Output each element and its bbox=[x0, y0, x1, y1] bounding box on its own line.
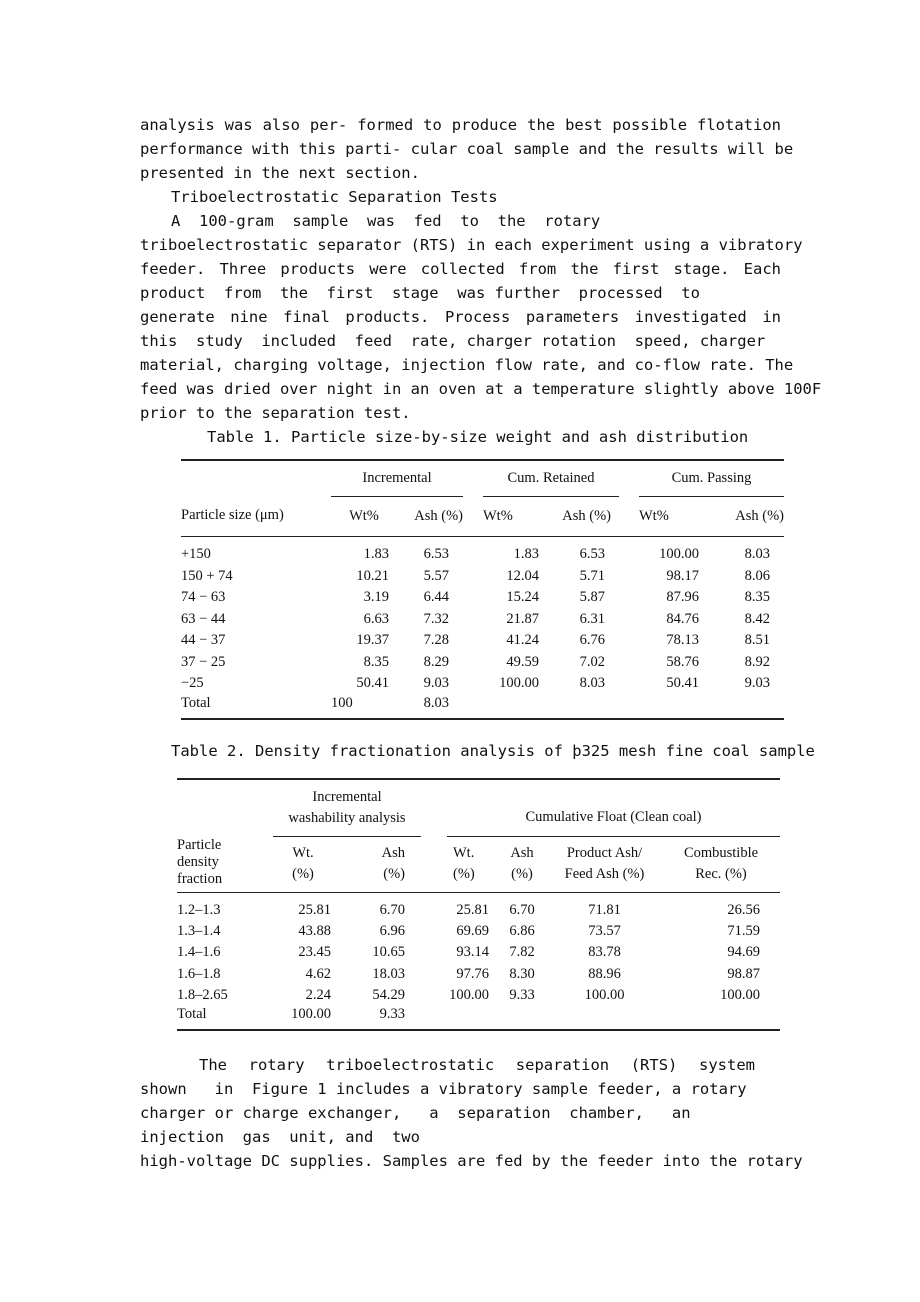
table1-cell: 6.44 bbox=[423, 589, 449, 606]
table1-cell: 63 − 44 bbox=[181, 610, 226, 627]
table-row bbox=[181, 566, 784, 588]
table1-cell: 7.28 bbox=[423, 632, 449, 649]
table2-cell: 71.81 bbox=[588, 902, 621, 919]
table2-cell: 43.88 bbox=[298, 923, 331, 940]
table1-cell: 84.76 bbox=[666, 610, 699, 627]
table1-cell: 100.00 bbox=[659, 546, 699, 563]
table1-cell: 8.92 bbox=[744, 653, 770, 670]
table1-subheader-row bbox=[181, 496, 784, 536]
table1-cell: 7.32 bbox=[423, 610, 449, 627]
table2-header-cell bbox=[447, 836, 497, 892]
table1-cell: 8.03 bbox=[423, 694, 449, 711]
table2-cell: 26.56 bbox=[727, 902, 760, 919]
table2-cell: 6.70 bbox=[509, 902, 535, 919]
paragraph3-line-1: The rotary triboelectrostatic separation (RTS) system bbox=[199, 1056, 755, 1074]
paragraph2-line-1: A 100-gram sample was fed to the rotary bbox=[171, 212, 601, 230]
table1-cell: 8.29 bbox=[423, 653, 449, 670]
table1-cell: 100.00 bbox=[499, 675, 539, 692]
paragraph3-line-2: shown in Figure 1 includes a vibratory sample feeder, a rotary bbox=[140, 1080, 747, 1098]
table1-cell: 37 − 25 bbox=[181, 653, 226, 670]
table2-cell: 23.45 bbox=[298, 944, 331, 961]
table1-cell: 6.31 bbox=[579, 610, 605, 627]
section-heading: Triboelectrostatic Separation Tests bbox=[171, 188, 498, 206]
table1-cell: 6.63 bbox=[363, 610, 389, 627]
table2-cell: 7.82 bbox=[509, 944, 535, 961]
table2-header-line: Product Ash/ bbox=[566, 845, 643, 861]
table-row bbox=[181, 630, 784, 652]
table-row bbox=[181, 609, 784, 631]
table2-header-line: Feed Ash (%) bbox=[564, 866, 645, 882]
table2-cell: 25.81 bbox=[298, 902, 331, 919]
table1-header-particle-size: Particle size (μm) bbox=[181, 507, 284, 524]
paragraph2-line-8: feed was dried over night in an oven at a temperature slightly above 100F bbox=[140, 380, 822, 398]
table1-cell: 9.03 bbox=[744, 675, 770, 692]
table-row bbox=[181, 544, 784, 566]
table2-cell: 73.57 bbox=[588, 923, 621, 940]
table1-cell: 8.51 bbox=[744, 632, 770, 649]
table2-cell: 88.96 bbox=[588, 965, 621, 982]
table-row bbox=[181, 652, 784, 674]
table2-cell: 6.70 bbox=[379, 902, 405, 919]
table2-cell: 100.00 bbox=[291, 1005, 331, 1022]
paragraph2-line-7: material, charging voltage, injection flow rate, and co-flow rate. The bbox=[140, 356, 794, 374]
table2-caption: Table 2. Density fractionation analysis of þ325 mesh fine coal sample bbox=[171, 742, 815, 760]
table-row bbox=[177, 900, 780, 921]
paragraph3-line-3: charger or charge exchanger, a separation chamber, an bbox=[140, 1104, 691, 1122]
table2-cell: 1.4–1.6 bbox=[177, 944, 221, 961]
table1 bbox=[181, 459, 784, 720]
table2-header-line: Wt. bbox=[453, 845, 475, 861]
table1-cell: 150 + 74 bbox=[181, 567, 233, 584]
paragraph2-line-9: prior to the separation test. bbox=[140, 404, 411, 422]
table2-header-cell bbox=[333, 836, 421, 892]
table2-cell: Total bbox=[177, 1005, 207, 1022]
table2-cell: 2.24 bbox=[305, 986, 331, 1003]
table2-cell: 97.76 bbox=[456, 965, 489, 982]
table2-cell: 10.65 bbox=[372, 944, 405, 961]
table1-cell: 58.76 bbox=[666, 653, 699, 670]
table1-cell: 8.06 bbox=[744, 567, 770, 584]
table1-cell: 87.96 bbox=[666, 589, 699, 606]
table2-cell: 94.69 bbox=[727, 944, 760, 961]
table2-header-line: fraction bbox=[177, 870, 223, 887]
table1-header-cell: Ash (%) bbox=[562, 507, 611, 524]
table1-cell: 50.41 bbox=[666, 675, 699, 692]
table2-header-line: Particle bbox=[177, 836, 222, 853]
table1-cell: 9.03 bbox=[423, 675, 449, 692]
table1-cell: 6.53 bbox=[579, 546, 605, 563]
table1-cell: 8.42 bbox=[744, 610, 770, 627]
table1-cell: 6.53 bbox=[423, 546, 449, 563]
table1-cell: 41.24 bbox=[506, 632, 539, 649]
table1-cell: 10.21 bbox=[356, 567, 389, 584]
table1-cell: 8.35 bbox=[363, 653, 389, 670]
table1-cell: 7.02 bbox=[579, 653, 605, 670]
table1-header-cell: Ash (%) bbox=[735, 507, 784, 524]
table2-cell: 69.69 bbox=[456, 923, 489, 940]
table2-cell: 6.96 bbox=[379, 923, 405, 940]
table1-cell: 19.37 bbox=[356, 632, 389, 649]
table-row bbox=[177, 985, 780, 1006]
table1-cell: 1.83 bbox=[363, 546, 389, 563]
table2-cell: 93.14 bbox=[456, 944, 489, 961]
table2-header-line: Ash bbox=[381, 845, 405, 861]
table2-cell: 6.86 bbox=[509, 923, 535, 940]
paragraph3-line-5: high-voltage DC supplies. Samples are fed by the feeder into the rotary bbox=[140, 1152, 803, 1170]
table2-cell: 8.30 bbox=[509, 965, 535, 982]
table2-group-cumulative-float: Cumulative Float (Clean coal) bbox=[447, 779, 780, 836]
table1-cell: 15.24 bbox=[506, 589, 539, 606]
table2-header-line: (%) bbox=[292, 866, 314, 882]
table2-cell: 83.78 bbox=[588, 944, 621, 961]
table-row bbox=[181, 587, 784, 609]
table2-header-line: (%) bbox=[383, 866, 405, 882]
table2-header-particle-density bbox=[177, 779, 273, 892]
table1-cell: Total bbox=[181, 694, 211, 711]
table1-total-row bbox=[181, 695, 784, 719]
paragraph1-line-1: analysis was also per- formed to produce the best possible flotation bbox=[140, 116, 781, 134]
table1-header-cell: Wt% bbox=[639, 507, 669, 524]
table1-group-incremental: Incremental bbox=[331, 460, 463, 496]
table2-cell: 1.6–1.8 bbox=[177, 965, 221, 982]
paragraph2-line-4: product from the first stage was further processed to bbox=[140, 284, 700, 302]
table1-header-cell: Wt% bbox=[483, 507, 513, 524]
table2-cell: 1.8–2.65 bbox=[177, 986, 228, 1003]
table1-cell: 78.13 bbox=[666, 632, 699, 649]
table1-cell: 5.71 bbox=[579, 567, 605, 584]
table1-cell: 44 − 37 bbox=[181, 632, 226, 649]
table1-cell: 50.41 bbox=[356, 675, 389, 692]
table2-cell: 9.33 bbox=[509, 986, 535, 1003]
paragraph2-line-5: generate nine final products. Process parameters investigated in bbox=[140, 308, 781, 326]
table1-caption: Table 1. Particle size-by-size weight and ash distribution bbox=[207, 428, 749, 446]
table2-cell: 100.00 bbox=[720, 986, 760, 1003]
table2-group-line: Incremental bbox=[312, 788, 382, 805]
table2-header-line: Wt. bbox=[292, 845, 314, 861]
table2-cell: 98.87 bbox=[727, 965, 760, 982]
table-row bbox=[177, 964, 780, 985]
table1-group-header-row bbox=[181, 460, 784, 496]
table2-cell: 100.00 bbox=[584, 986, 625, 1003]
table1-cell: 5.57 bbox=[423, 567, 449, 584]
table2-header-line: Rec. (%) bbox=[695, 866, 747, 882]
table2-group-header-row bbox=[177, 779, 780, 836]
table2-total-row bbox=[177, 1006, 780, 1030]
table1-cell: −25 bbox=[181, 675, 204, 692]
table1-cell: 8.03 bbox=[744, 546, 770, 563]
table2-cell: 54.29 bbox=[372, 986, 405, 1003]
table-row bbox=[177, 942, 780, 963]
table1-cell: 100 bbox=[331, 694, 353, 711]
table2-header-cell bbox=[273, 836, 333, 892]
table1-cell: 49.59 bbox=[506, 653, 539, 670]
paragraph3-line-4: injection gas unit, and two bbox=[140, 1128, 420, 1146]
table2-header-line: (%) bbox=[453, 866, 475, 882]
table1-cell: 8.03 bbox=[579, 675, 605, 692]
table2-cell: 4.62 bbox=[305, 965, 331, 982]
table1-cell: 74 − 63 bbox=[181, 589, 226, 606]
table2-group-line: washability analysis bbox=[288, 809, 406, 826]
table1-cell: 6.76 bbox=[579, 632, 605, 649]
paragraph2-line-3: feeder. Three products were collected from the first stage. Each bbox=[140, 260, 781, 278]
table1-header-cell: Ash (%) bbox=[414, 507, 463, 524]
table2-header-cell bbox=[547, 836, 662, 892]
table-row bbox=[177, 921, 780, 942]
table1-header-cell: Wt% bbox=[349, 507, 379, 524]
table1-cell: 5.87 bbox=[579, 589, 605, 606]
table1-group-cum-passing: Cum. Passing bbox=[639, 460, 784, 496]
table2-cell: 25.81 bbox=[456, 902, 489, 919]
table2-header-line: Combustible bbox=[683, 845, 759, 861]
table2-cell: 9.33 bbox=[379, 1005, 405, 1022]
table2-cell: 1.2–1.3 bbox=[177, 902, 221, 919]
table2-cell: 71.59 bbox=[727, 923, 760, 940]
table2-group-incremental bbox=[273, 779, 421, 836]
table2-header-cell bbox=[497, 836, 547, 892]
table1-cell: 3.19 bbox=[363, 589, 389, 606]
table2-header-line: Ash bbox=[510, 845, 534, 861]
table-row bbox=[181, 673, 784, 695]
table1-cell: 12.04 bbox=[506, 567, 539, 584]
table2-header-line: (%) bbox=[511, 866, 533, 882]
table1-cell: 98.17 bbox=[666, 567, 699, 584]
table1-cell: 21.87 bbox=[506, 610, 539, 627]
paragraph2-line-2: triboelectrostatic separator (RTS) in each experiment using a vibratory bbox=[140, 236, 803, 254]
table2-header-line: density bbox=[177, 853, 219, 870]
table1-cell: 8.35 bbox=[744, 589, 770, 606]
paragraph1-line-2: performance with this parti- cular coal sample and the results will be bbox=[140, 140, 794, 158]
table2-cell: 1.3–1.4 bbox=[177, 923, 221, 940]
table1-cell: 1.83 bbox=[513, 546, 539, 563]
table1-cell: +150 bbox=[181, 546, 211, 563]
table2-header-cell bbox=[662, 836, 780, 892]
paragraph2-line-6: this study included feed rate, charger rotation speed, charger bbox=[140, 332, 766, 350]
table2-cell: 18.03 bbox=[372, 965, 405, 982]
table2 bbox=[177, 778, 780, 1031]
table2-cell: 100.00 bbox=[449, 986, 489, 1003]
table1-group-cum-retained: Cum. Retained bbox=[483, 460, 619, 496]
paragraph1-line-3: presented in the next section. bbox=[140, 164, 420, 182]
